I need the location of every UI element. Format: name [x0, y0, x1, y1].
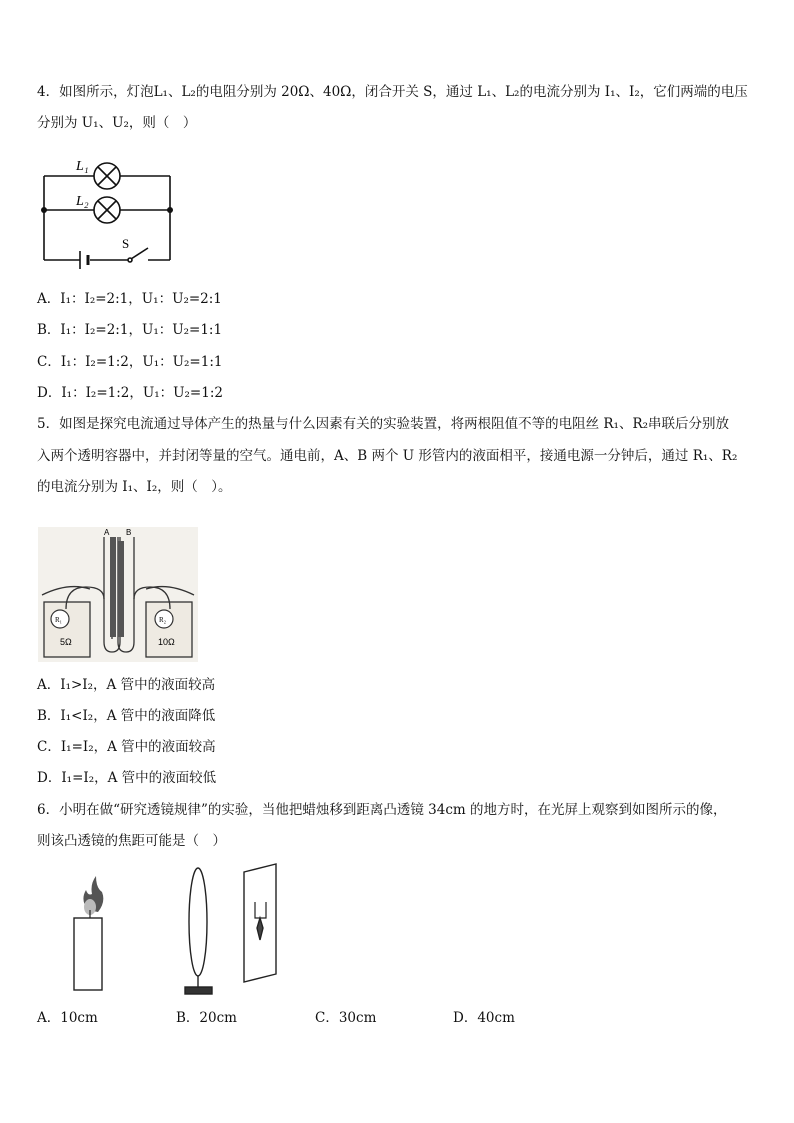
- q5-option-a[interactable]: A．I₁>I₂，A 管中的液面较高: [37, 677, 216, 693]
- q5-stem-line2: 入两个透明容器中，并封闭等量的空气。通电前，A、B 两个 U 形管内的液面相平，接通电源一分钟后，通过 R₁、R₂: [37, 448, 738, 464]
- q5-option-c[interactable]: C．I₁=I₂，A 管中的液面较高: [37, 739, 216, 755]
- q6-option-a[interactable]: A．10cm: [37, 1010, 98, 1026]
- label-l2: L₂: [76, 194, 89, 209]
- q5-option-b[interactable]: B．I₁<I₂，A 管中的液面降低: [37, 708, 216, 724]
- battery-icon: [80, 251, 88, 269]
- q4-stem-line1: 4．如图所示，灯泡L₁、L₂的电阻分别为 20Ω、40Ω，闭合开关 S，通过 L₁、L₂的电流分别为 I₁、I₂，它们两端的电压: [37, 84, 748, 100]
- junction-left: [41, 207, 47, 213]
- label-r2: R₂: [159, 616, 167, 624]
- q6-stem-line1: 6．小明在做“研究透镜规律”的实验，当他把蜡烛移到距离凸透镜 34cm 的地方时，在光屏上观察到如图所示的像，: [37, 802, 727, 818]
- lamp-l1-icon: [94, 163, 120, 189]
- label-s: S: [122, 236, 130, 251]
- q5-stem-line1: 5．如图是探究电流通过导体产生的热量与什么因素有关的实验装置，将两根阻值不等的电阻丝 R₁、R₂串联后分别放: [37, 416, 730, 432]
- q5-option-d[interactable]: D．I₁=I₂，A 管中的液面较低: [37, 770, 217, 786]
- light-screen-icon: [244, 864, 276, 982]
- junction-right: [167, 207, 173, 213]
- label-l1: L₁: [76, 159, 89, 174]
- label-r1: R₁: [55, 616, 63, 624]
- q4-option-c[interactable]: C．I₁：I₂=1:2，U₁：U₂=1:1: [37, 354, 223, 370]
- q6-option-c[interactable]: C．30cm: [315, 1010, 377, 1026]
- q4-stem-line2: 分别为 U₁、U₂，则（ ）: [37, 115, 197, 131]
- label-5-ohm: 5Ω: [60, 637, 72, 647]
- q6-stem-line2: 则该凸透镜的焦距可能是（ ）: [37, 833, 226, 849]
- lamp-l2-icon: [94, 197, 120, 223]
- q6-option-b[interactable]: B．20cm: [176, 1010, 237, 1026]
- label-b: B: [126, 528, 132, 537]
- q4-option-b[interactable]: B．I₁：I₂=2:1，U₁：U₂=1:1: [37, 322, 223, 338]
- q4-option-a[interactable]: A．I₁：I₂=2:1，U₁：U₂=2:1: [37, 291, 222, 307]
- switch-icon: [128, 248, 148, 262]
- label-10-ohm: 10Ω: [158, 637, 175, 647]
- q6-lens-setup-diagram: [60, 862, 290, 997]
- q5-stem-line3: 的电流分别为 I₁、I₂，则（ ）。: [37, 479, 232, 495]
- label-a: A: [104, 528, 110, 537]
- q5-apparatus-photo: [38, 527, 198, 662]
- convex-lens-icon: [185, 868, 212, 994]
- q4-circuit-diagram: [36, 150, 186, 270]
- q4-option-d[interactable]: D．I₁：I₂=1:2，U₁：U₂=1:2: [37, 385, 223, 401]
- candle-icon: [74, 876, 103, 990]
- q6-option-d[interactable]: D．40cm: [453, 1010, 515, 1026]
